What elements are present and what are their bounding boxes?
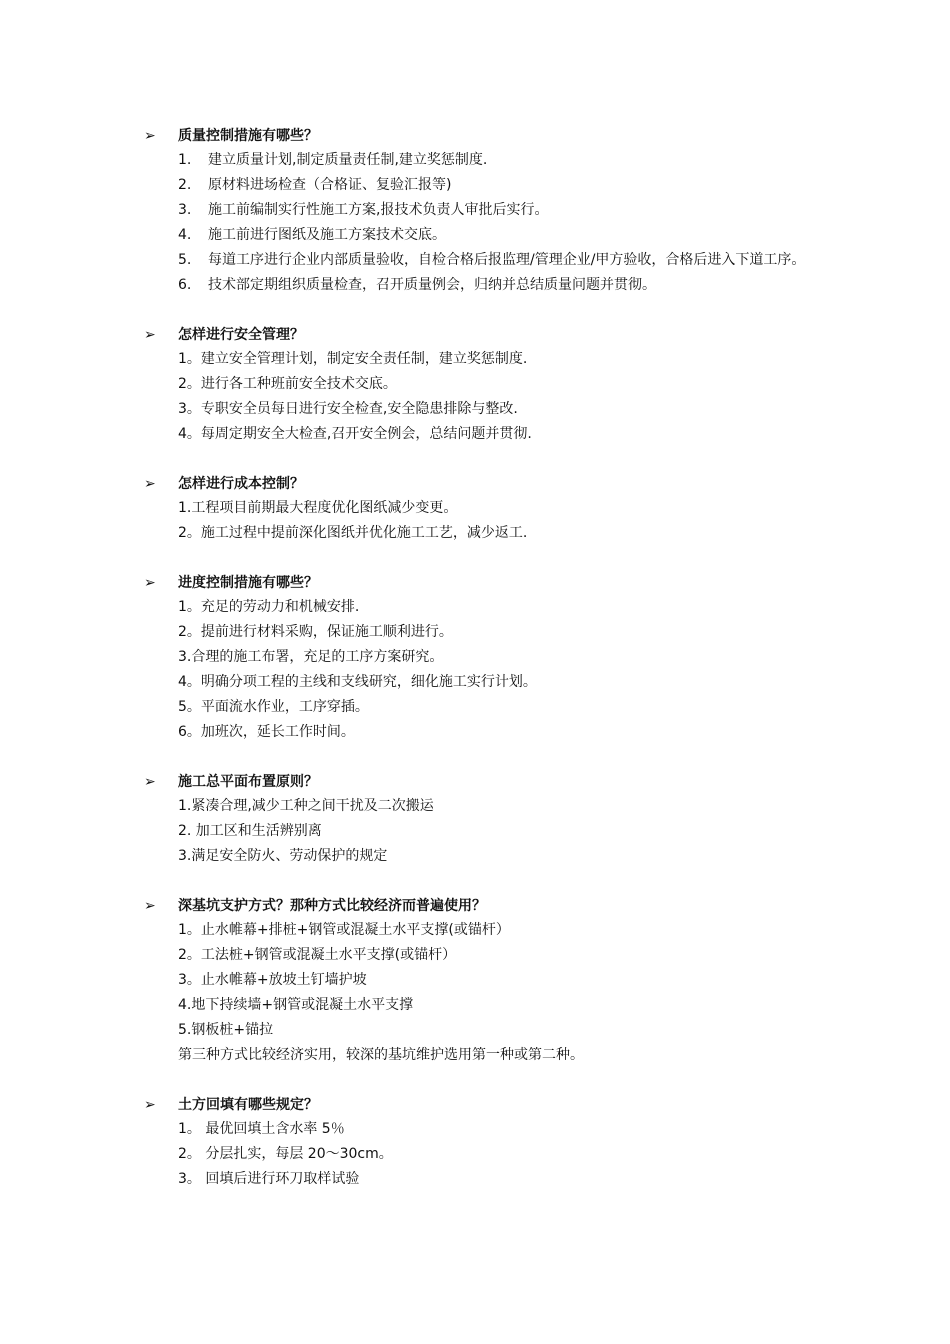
numbered-item (178, 148, 824, 173)
item-number: 1. (178, 152, 192, 168)
list-item: 3。 回填后进行环刀取样试验 (178, 1171, 360, 1187)
question-heading: 施工总平面布置原则？ (178, 774, 318, 790)
arrow-bullet-icon: ➢ (144, 128, 156, 144)
list-item: 1。建立安全管理计划，制定安全责任制，建立奖惩制度. (178, 351, 528, 367)
answer-list (178, 595, 824, 745)
question-row (144, 894, 824, 918)
list-item: 1.工程项目前期最大程度优化图纸减少变更。 (178, 500, 458, 516)
list-item: 1。充足的劳动力和机械安排. (178, 599, 360, 615)
qa-section (144, 894, 824, 1068)
qa-section (144, 323, 824, 447)
arrow-bullet-icon: ➢ (144, 1097, 156, 1113)
question-row (144, 1093, 824, 1117)
item-text: 施工前进行图纸及施工方案技术交底。 (208, 227, 446, 243)
list-item: 3。止水帷幕+放坡土钉墙护坡 (178, 972, 367, 988)
item-text: 技术部定期组织质量检查，召开质量例会，归纳并总结质量问题并贯彻。 (208, 277, 656, 293)
list-item: 3.合理的施工布署，充足的工序方案研究。 (178, 649, 444, 665)
arrow-bullet-icon: ➢ (144, 476, 156, 492)
arrow-bullet-icon: ➢ (144, 898, 156, 914)
question-heading: 怎样进行成本控制？ (178, 476, 304, 492)
numbered-item (178, 173, 824, 198)
list-item: 5。平面流水作业，工序穿插。 (178, 699, 369, 715)
list-item: 3.满足安全防火、劳动保护的规定 (178, 848, 388, 864)
list-item: 6。加班次，延长工作时间。 (178, 724, 355, 740)
item-number: 5. (178, 252, 192, 268)
question-heading: 怎样进行安全管理？ (178, 327, 304, 343)
numbered-item (178, 273, 824, 298)
question-heading: 深基坑支护方式？那种方式比较经济而普遍使用？ (178, 898, 486, 914)
qa-section (144, 1093, 824, 1192)
list-item: 4.地下持续墙+钢管或混凝土水平支撑 (178, 997, 414, 1013)
numbered-item (178, 223, 824, 248)
item-number: 3. (178, 202, 192, 218)
item-text: 施工前编制实行性施工方案,报技术负责人审批后实行。 (208, 202, 549, 218)
question-row (144, 571, 824, 595)
arrow-bullet-icon: ➢ (144, 327, 156, 343)
list-item: 2。进行各工种班前安全技术交底。 (178, 376, 397, 392)
item-number: 6. (178, 277, 192, 293)
question-row (144, 323, 824, 347)
answer-list (178, 148, 824, 298)
qa-section (144, 472, 824, 546)
list-item: 5.钢板桩+锚拉 (178, 1022, 274, 1038)
list-item: 2。提前进行材料采购，保证施工顺利进行。 (178, 624, 453, 640)
qa-section (144, 124, 824, 298)
list-item: 2。施工过程中提前深化图纸并优化施工工艺，减少返工. (178, 525, 528, 541)
list-item: 1。 最优回填土含水率 5％ (178, 1121, 345, 1137)
arrow-bullet-icon: ➢ (144, 575, 156, 591)
list-item: 2。 分层扎实，每层 20～30cm。 (178, 1146, 393, 1162)
list-item: 4。每周定期安全大检查,召开安全例会，总结问题并贯彻. (178, 426, 532, 442)
question-row (144, 124, 824, 148)
numbered-item (178, 248, 824, 273)
list-item: 3。专职安全员每日进行安全检查,安全隐患排除与整改. (178, 401, 518, 417)
list-item: 2。工法桩+钢管或混凝土水平支撑(或锚杆） (178, 947, 457, 963)
item-text: 每道工序进行企业内部质量验收，自检合格后报监理/管理企业/甲方验收，合格后进入下道工序。 (208, 252, 806, 268)
answer-list (178, 794, 824, 869)
answer-list (178, 1117, 824, 1192)
summary-line: 第三种方式比较经济实用，较深的基坑维护选用第一种或第二种。 (178, 1047, 584, 1063)
question-heading: 质量控制措施有哪些？ (178, 128, 318, 144)
qa-section (144, 571, 824, 745)
arrow-bullet-icon: ➢ (144, 774, 156, 790)
list-item: 4。明确分项工程的主线和支线研究，细化施工实行计划。 (178, 674, 537, 690)
question-heading: 进度控制措施有哪些？ (178, 575, 318, 591)
document-body (144, 124, 824, 1217)
answer-list (178, 918, 824, 1068)
item-number: 2. (178, 177, 192, 193)
item-text: 建立质量计划,制定质量责任制,建立奖惩制度. (208, 152, 488, 168)
numbered-item (178, 198, 824, 223)
answer-list (178, 496, 824, 546)
question-row (144, 770, 824, 794)
qa-section (144, 770, 824, 869)
question-heading: 土方回填有哪些规定？ (178, 1097, 318, 1113)
item-number: 4. (178, 227, 192, 243)
list-item: 2. 加工区和生活辨别离 (178, 823, 322, 839)
list-item: 1。止水帷幕+排桩+钢管或混凝土水平支撑(或锚杆） (178, 922, 510, 938)
list-item: 1.紧凑合理,减少工种之间干扰及二次搬运 (178, 798, 434, 814)
answer-list (178, 347, 824, 447)
question-row (144, 472, 824, 496)
item-text: 原材料进场检查（合格证、复验汇报等) (208, 177, 452, 193)
